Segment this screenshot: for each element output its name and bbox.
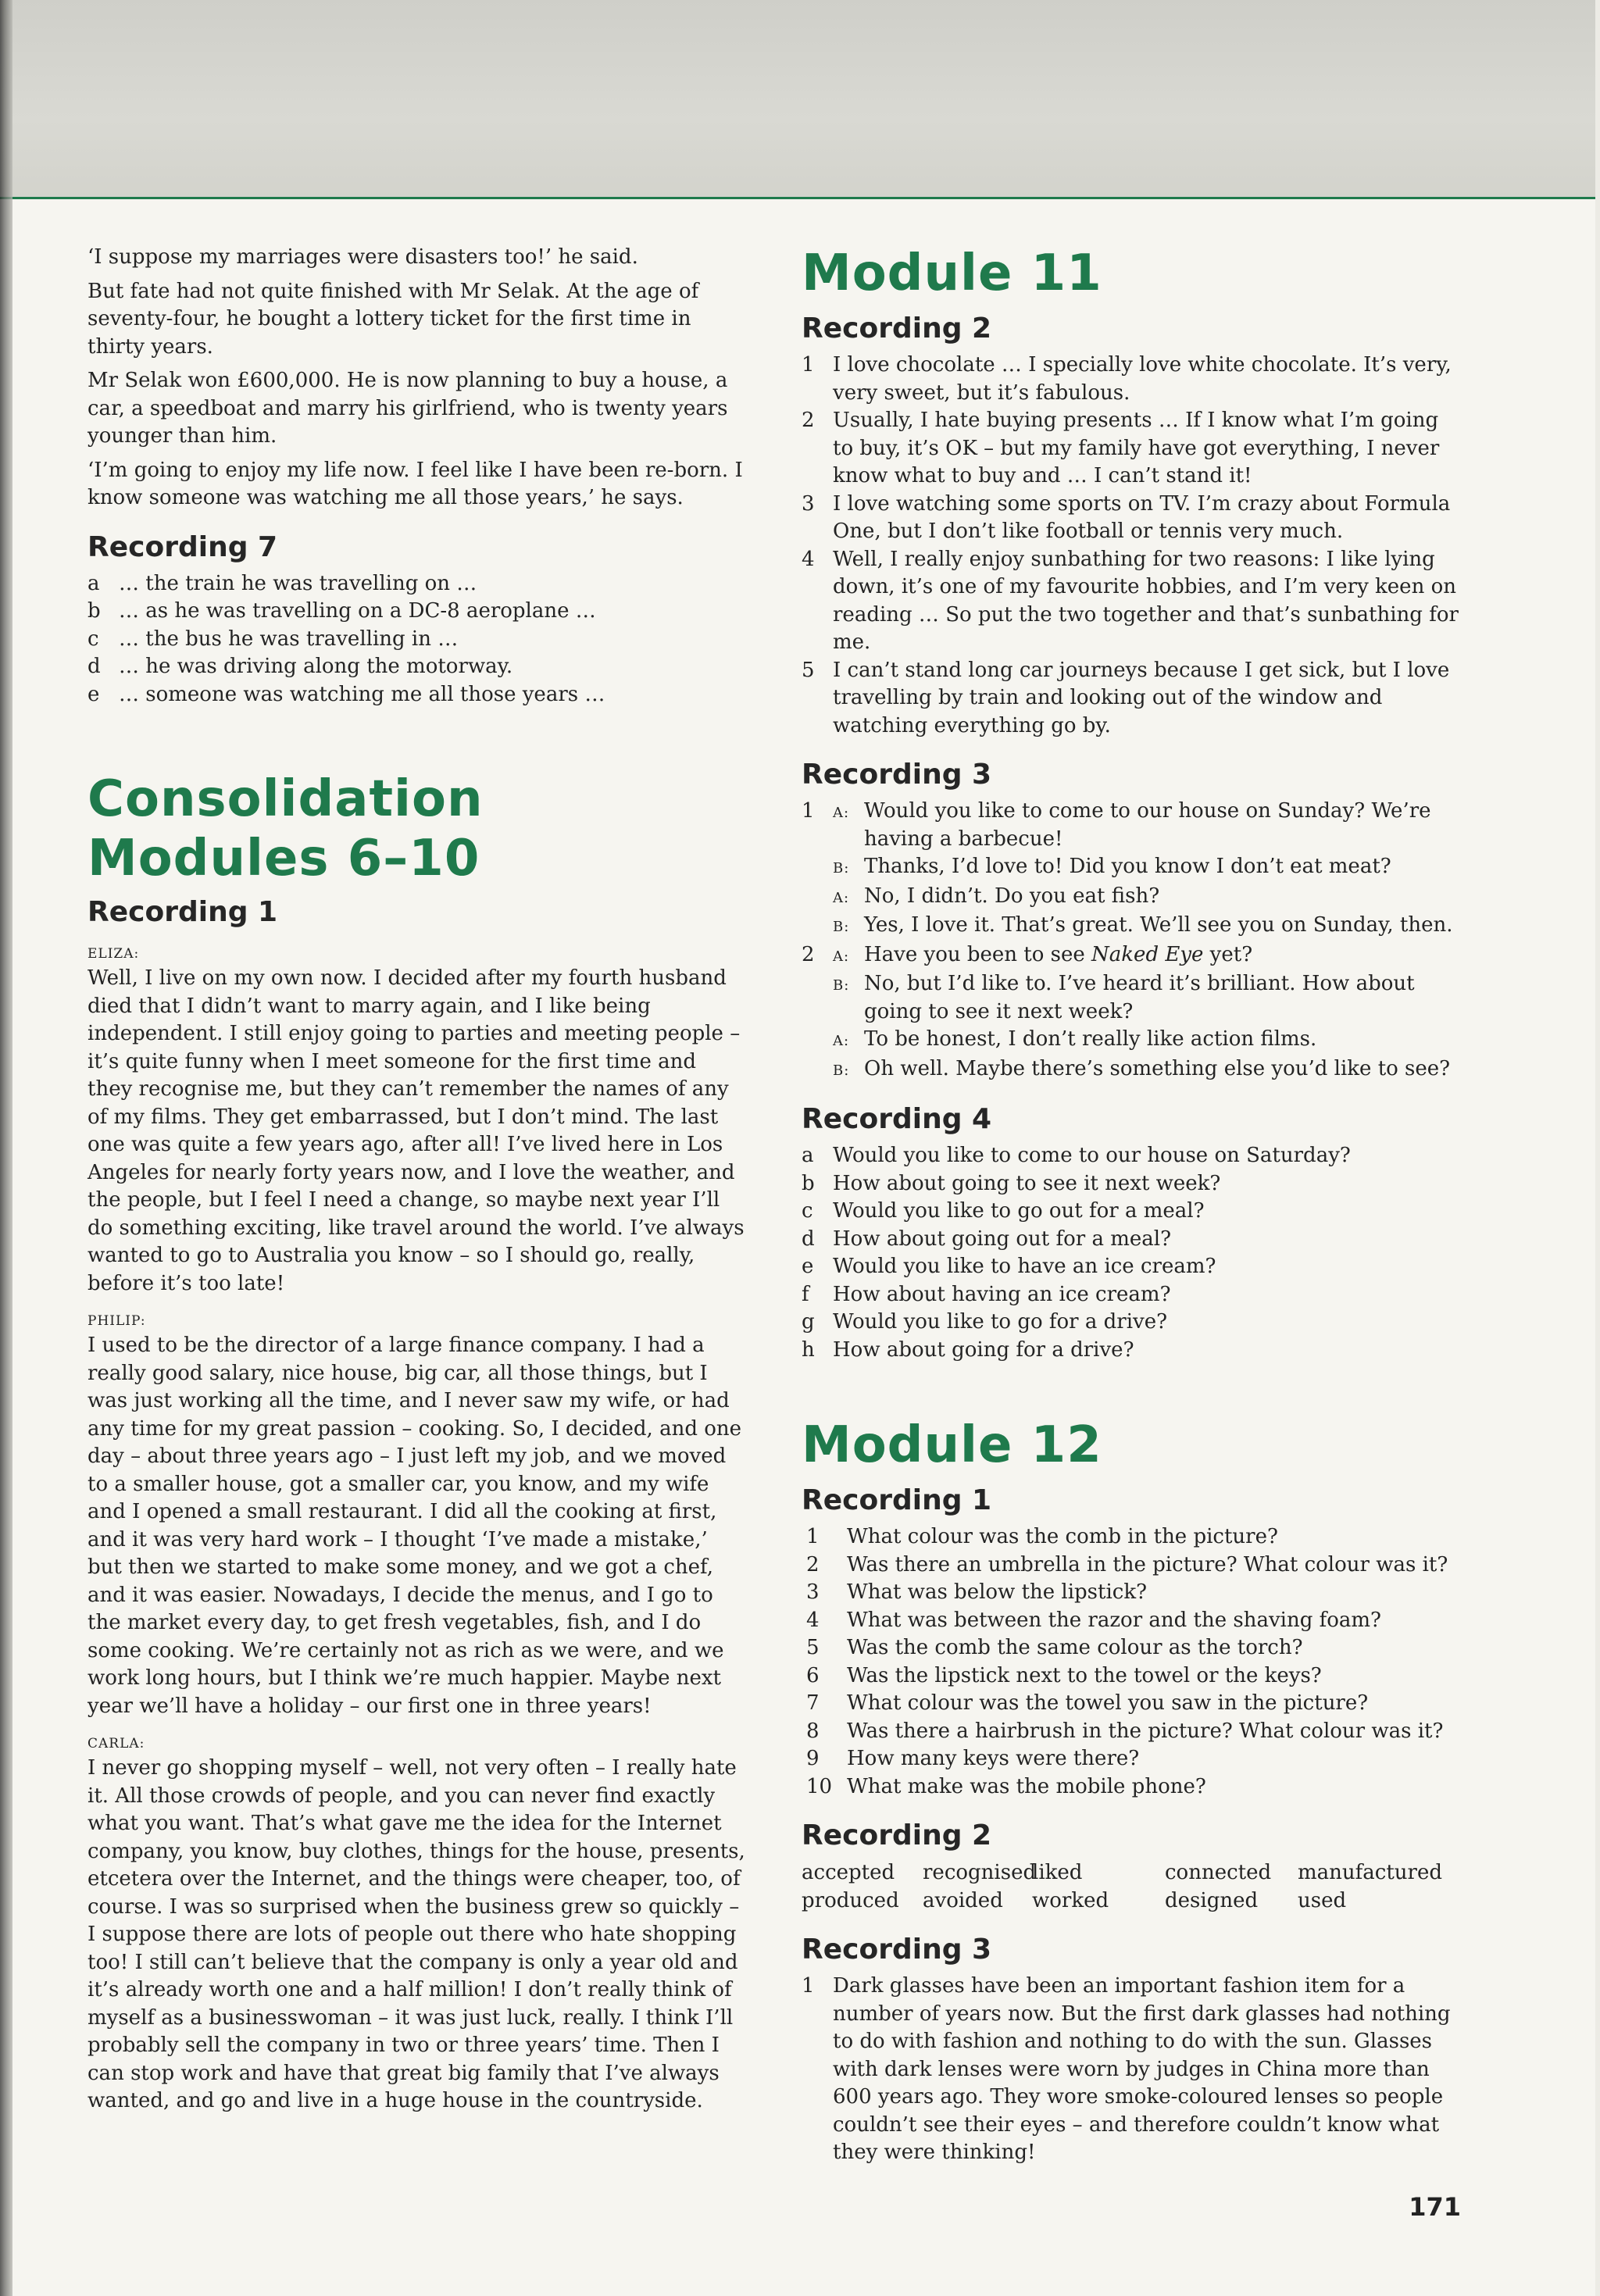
list-item	[88, 626, 747, 654]
list-item	[802, 352, 1461, 407]
item-number: 4	[802, 547, 815, 571]
dialogue-text	[864, 941, 1461, 971]
item-text: Dark glasses have been an important fashion item for a number of years now. But the first dark glasses had nothing to do with fashion and nothing to do with the sun. Glasses with dark lenses were worn by judges in China more than 600 years ago. They wore smoke-coloured lenses so people couldn’t see their eyes – and therefore couldn’t know what they were thinking!	[833, 1974, 1451, 2164]
word: worked	[1032, 1889, 1109, 1912]
item-number: 2	[802, 409, 815, 432]
item-number: 4	[806, 1608, 820, 1632]
list-item	[802, 1281, 1461, 1309]
module-11-recording-3-heading: Recording 3	[802, 759, 992, 791]
speaker-label-carla: CARLA:	[88, 1736, 145, 1751]
item-number: 2	[806, 1552, 820, 1576]
dialogue-text-end: yet?	[1203, 942, 1253, 966]
story-paragraph: Mr Selak won £600,000. He is now planning to buy a house, a car, a speedboat and marry his girlfriend, who is twenty years younger than him.	[88, 369, 728, 448]
item-letter: d	[802, 1227, 815, 1251]
item-letter: h	[802, 1337, 815, 1362]
module-11-recording-2-heading: Recording 2	[802, 312, 992, 345]
module-12-recording-2-heading: Recording 2	[802, 1819, 992, 1851]
dialogue-line	[802, 883, 1461, 912]
item-number: 1	[802, 353, 815, 377]
module-12-recording-3-list	[802, 1973, 1461, 2167]
list-item	[802, 1551, 1461, 1580]
list-item	[802, 1973, 1461, 2167]
list-item	[802, 1662, 1461, 1691]
list-item	[802, 1745, 1461, 1773]
item-letter: a	[88, 571, 100, 595]
module-11-recording-3-dialogues	[802, 798, 1461, 1084]
item-text: Was the comb the same colour as the torch?	[847, 1636, 1303, 1659]
item-letter: b	[802, 1171, 815, 1195]
speaker-a: A:	[833, 948, 850, 965]
item-text: How about going to see it next week?	[833, 1171, 1221, 1195]
recording-7-heading: Recording 7	[88, 530, 278, 563]
list-item	[802, 1718, 1461, 1746]
item-letter: e	[802, 1255, 814, 1278]
word: connected	[1165, 1861, 1272, 1884]
item-text: Would you like to go out for a meal?	[833, 1199, 1205, 1223]
list-item	[802, 1634, 1461, 1662]
item-text: Would you like to go for a drive?	[833, 1310, 1168, 1334]
page-edge	[1595, 0, 1600, 2296]
dialogue-line	[802, 1026, 1461, 1055]
carla-monologue: I never go shopping myself – well, not very often – I really hate it. All those crowds of people, and you can never find exactly what you want. That’s what gave me the idea for the Internet company, you know, buy clothes, things for the house, presents, etcetera over the Internet, and the things were cheaper, too, of course. I was so surprised when the business grew so quickly – I suppose there are lots of people out there who hate shopping too! I still can’t believe that the company is only a year old and it’s already worth one and a half million! I don’t really think of myself as a businesswoman – it was just luck, really. I think I’ll probably sell the company in two or three years’ time. Then I can stop work and have that great big family that I’ve always wanted, and go and live in a huge house in the countryside.	[88, 1756, 745, 2112]
dialogue-text: Oh well. Maybe there’s something else you’d like to see?	[864, 1056, 1451, 1080]
word: produced	[802, 1889, 899, 1912]
right-column	[802, 244, 1461, 2167]
item-text: … someone was watching me all those years …	[119, 682, 605, 706]
item-text: Usually, I hate buying presents … If I know what I’m going to buy, it’s OK – but my family have got everything, I never know what to buy and … I can’t stand it!	[833, 409, 1440, 487]
item-text: What colour was the comb in the picture?	[847, 1525, 1278, 1548]
philip-monologue: I used to be the director of a large finance company. I had a really good salary, nice house, big car, all those things, but I was just working all the time, and I never saw my wife, or had any time for my great passion – cooking. So, I decided, and one day – about three years ago – I just left my job, and we moved to a smaller house, got a smaller car, you know, and my wife and I opened a small restaurant. I did all the cooking at first, and it was very hard work – I thought ‘I’ve made a mistake,’ but then we started to make some money, and we got a chef, and it was easier. Nowadays, I decide the menus, and I go to the market every day, to get fresh vegetables, fish, and I do some cooking. We’re certainly not as rich as we were, and we work long hours, but I think we’re much happier. Maybe next year we’ll have a holiday – our first one in three years!	[88, 1334, 742, 1718]
item-letter: e	[88, 682, 100, 706]
item-text: How many keys were there?	[847, 1747, 1140, 1770]
list-item	[88, 681, 747, 709]
list-item	[802, 546, 1461, 657]
page-number: 171	[1409, 2192, 1461, 2222]
list-item	[802, 1579, 1461, 1607]
word-list	[802, 1859, 1461, 1915]
speaker-label-eliza: ELIZA:	[88, 946, 140, 962]
consolidation-title-line-2: Modules 6–10	[88, 830, 480, 887]
dialogue-line	[802, 1055, 1461, 1085]
dialogue-text: Yes, I love it. That’s great. We’ll see you on Sunday, then.	[864, 913, 1453, 937]
eliza-monologue: Well, I live on my own now. I decided after my fourth husband died that I didn’t want to marry again, and I like being independent. I still enjoy going to parties and meeting people – it’s quite funny when I meet someone for the first time and they recognise me, but they can’t remember the names of any of my films. They get embarrassed, but I don’t mind. The last one was quite a few years ago, after all! I’ve lived here in Los Angeles for nearly forty years now, and I love the weather, and the people, but I feel I need a change, so maybe next year I’ll do something exciting, like travel around the world. I’ve always wanted to go to Australia you know – so I should go, really, before it’s too late!	[88, 966, 745, 1295]
speaker-b: B:	[833, 919, 850, 935]
list-item	[88, 653, 747, 681]
list-item	[802, 1309, 1461, 1337]
top-margin-band	[0, 0, 1600, 198]
list-item	[802, 1523, 1461, 1551]
list-item	[802, 1142, 1461, 1170]
item-text: Was there a hairbrush in the picture? What colour was it?	[847, 1719, 1444, 1743]
word: manufactured	[1298, 1861, 1442, 1884]
item-text: What make was the mobile phone?	[847, 1774, 1206, 1798]
item-text: I love chocolate … I specially love white chocolate. It’s very, very sweet, but it’s fabulous.	[833, 353, 1452, 405]
item-text: How about going out for a meal?	[833, 1227, 1172, 1251]
speaker-b: B:	[833, 1062, 850, 1079]
item-text: How about having an ice cream?	[833, 1282, 1171, 1306]
item-text: Was the lipstick next to the towel or the keys?	[847, 1663, 1322, 1687]
list-item	[88, 598, 747, 626]
list-item	[802, 1226, 1461, 1254]
speaker-a: A:	[833, 889, 850, 906]
module-12-recording-1-heading: Recording 1	[802, 1484, 992, 1516]
consolidation-title	[88, 769, 747, 888]
dialogue-number: 1	[802, 799, 815, 823]
story-continuation	[88, 244, 747, 512]
speaker-a: A:	[833, 1033, 850, 1049]
list-item	[88, 570, 747, 598]
story-paragraph: ‘I’m going to enjoy my life now. I feel like I have been re-born. I know someone was watching me all those years,’ he says.	[88, 458, 743, 509]
list-item	[802, 1253, 1461, 1281]
dialogue-text-start: Have you been to see	[864, 942, 1092, 966]
item-letter: c	[802, 1199, 813, 1223]
word: designed	[1165, 1889, 1259, 1912]
item-number: 1	[806, 1525, 820, 1548]
module-11-title: Module 11	[802, 245, 1102, 302]
dialogue-text: No, I didn’t. Do you eat fish?	[864, 884, 1160, 908]
item-text: What was below the lipstick?	[847, 1580, 1148, 1604]
item-text: Was there an umbrella in the picture? What colour was it?	[847, 1552, 1448, 1576]
item-text: I love watching some sports on TV. I’m crazy about Formula One, but I don’t like football or tennis very much.	[833, 491, 1451, 543]
item-number: 9	[806, 1747, 820, 1770]
item-letter: d	[88, 655, 101, 678]
dialogue-line	[802, 798, 1461, 853]
word: used	[1298, 1889, 1347, 1912]
item-number: 1	[802, 1974, 815, 1998]
speaker-a: A:	[833, 805, 850, 821]
item-number: 5	[802, 658, 815, 682]
consolidation-title-line-1: Consolidation	[88, 770, 484, 828]
item-number: 10	[806, 1774, 833, 1798]
left-column	[88, 244, 747, 2122]
item-text: … as he was travelling on a DC-8 aeroplane …	[119, 599, 596, 623]
item-text: Would you like to come to our house on Saturday?	[833, 1144, 1351, 1167]
word: avoided	[923, 1889, 1003, 1912]
dialogue-text: To be honest, I don’t really like action films.	[864, 1027, 1317, 1051]
item-text: … he was driving along the motorway.	[119, 655, 513, 678]
item-text: I can’t stand long car journeys because I get sick, but I love travelling by train and looking out of the window and watching everything go by.	[833, 658, 1450, 737]
item-text: What was between the razor and the shaving foam?	[847, 1608, 1381, 1632]
item-number: 7	[806, 1691, 820, 1715]
word: recognised	[923, 1861, 1037, 1884]
list-item	[802, 1198, 1461, 1226]
dialogue-line	[802, 912, 1461, 941]
list-item	[802, 1337, 1461, 1365]
item-letter: f	[802, 1282, 809, 1306]
item-number: 3	[806, 1580, 820, 1604]
item-letter: c	[88, 627, 99, 651]
story-paragraph: But fate had not quite finished with Mr Selak. At the age of seventy-four, he bought a lottery ticket for the first time in thirty years.	[88, 279, 699, 359]
item-letter: g	[802, 1310, 815, 1334]
item-text: Well, I really enjoy sunbathing for two reasons: I like lying down, it’s one of my favourite hobbies, and I’m very keen on reading … So put the two together and that’s sunbathing for me.	[833, 547, 1459, 654]
speaker-b: B:	[833, 860, 850, 877]
item-letter: b	[88, 599, 101, 623]
module-12-recording-3-heading: Recording 3	[802, 1934, 992, 1966]
dialogue-text: No, but I’d like to. I’ve heard it’s brilliant. How about going to see it next week?	[864, 972, 1415, 1023]
item-number: 5	[806, 1636, 820, 1659]
dialogue-line	[802, 941, 1461, 971]
header-rule	[0, 197, 1600, 199]
dialogue-line	[802, 853, 1461, 883]
module-12-recording-1-list	[802, 1523, 1461, 1801]
story-paragraph: ‘I suppose my marriages were disasters too!’ he said.	[88, 245, 638, 269]
page-binding-shadow	[0, 0, 12, 2296]
list-item	[802, 1170, 1461, 1198]
module-11-recording-4-list	[802, 1142, 1461, 1364]
dialogue-number: 2	[802, 942, 815, 966]
dialogue-text: Thanks, I’d love to! Did you know I don’t eat meat?	[864, 855, 1391, 878]
item-text: … the bus he was travelling in …	[119, 627, 459, 651]
item-number: 8	[806, 1719, 820, 1743]
list-item	[802, 407, 1461, 491]
item-letter: a	[802, 1144, 814, 1167]
item-text: How about going for a drive?	[833, 1337, 1134, 1362]
list-item	[802, 1607, 1461, 1635]
recording-7-list	[88, 570, 747, 709]
module-12-title: Module 12	[802, 1416, 1102, 1474]
recording-1-heading: Recording 1	[88, 896, 278, 928]
list-item	[802, 657, 1461, 741]
speaker-b: B:	[833, 977, 850, 994]
list-item	[802, 1773, 1461, 1801]
module-11-recording-2-list	[802, 352, 1461, 740]
speaker-label-philip: PHILIP:	[88, 1313, 146, 1329]
list-item	[802, 1690, 1461, 1718]
module-11-recording-4-heading: Recording 4	[802, 1103, 992, 1135]
item-text: What colour was the towel you saw in the picture?	[847, 1691, 1369, 1715]
film-title: Naked Eye	[1091, 942, 1204, 966]
item-text: … the train he was travelling on …	[119, 571, 477, 595]
item-number: 3	[802, 491, 815, 516]
item-number: 6	[806, 1663, 820, 1687]
dialogue-text: Would you like to come to our house on Sunday? We’re having a barbecue!	[864, 799, 1431, 851]
list-item	[802, 491, 1461, 546]
word: accepted	[802, 1861, 895, 1884]
dialogue-line	[802, 970, 1461, 1026]
word: liked	[1032, 1861, 1083, 1884]
item-text: Would you like to have an ice cream?	[833, 1255, 1216, 1278]
